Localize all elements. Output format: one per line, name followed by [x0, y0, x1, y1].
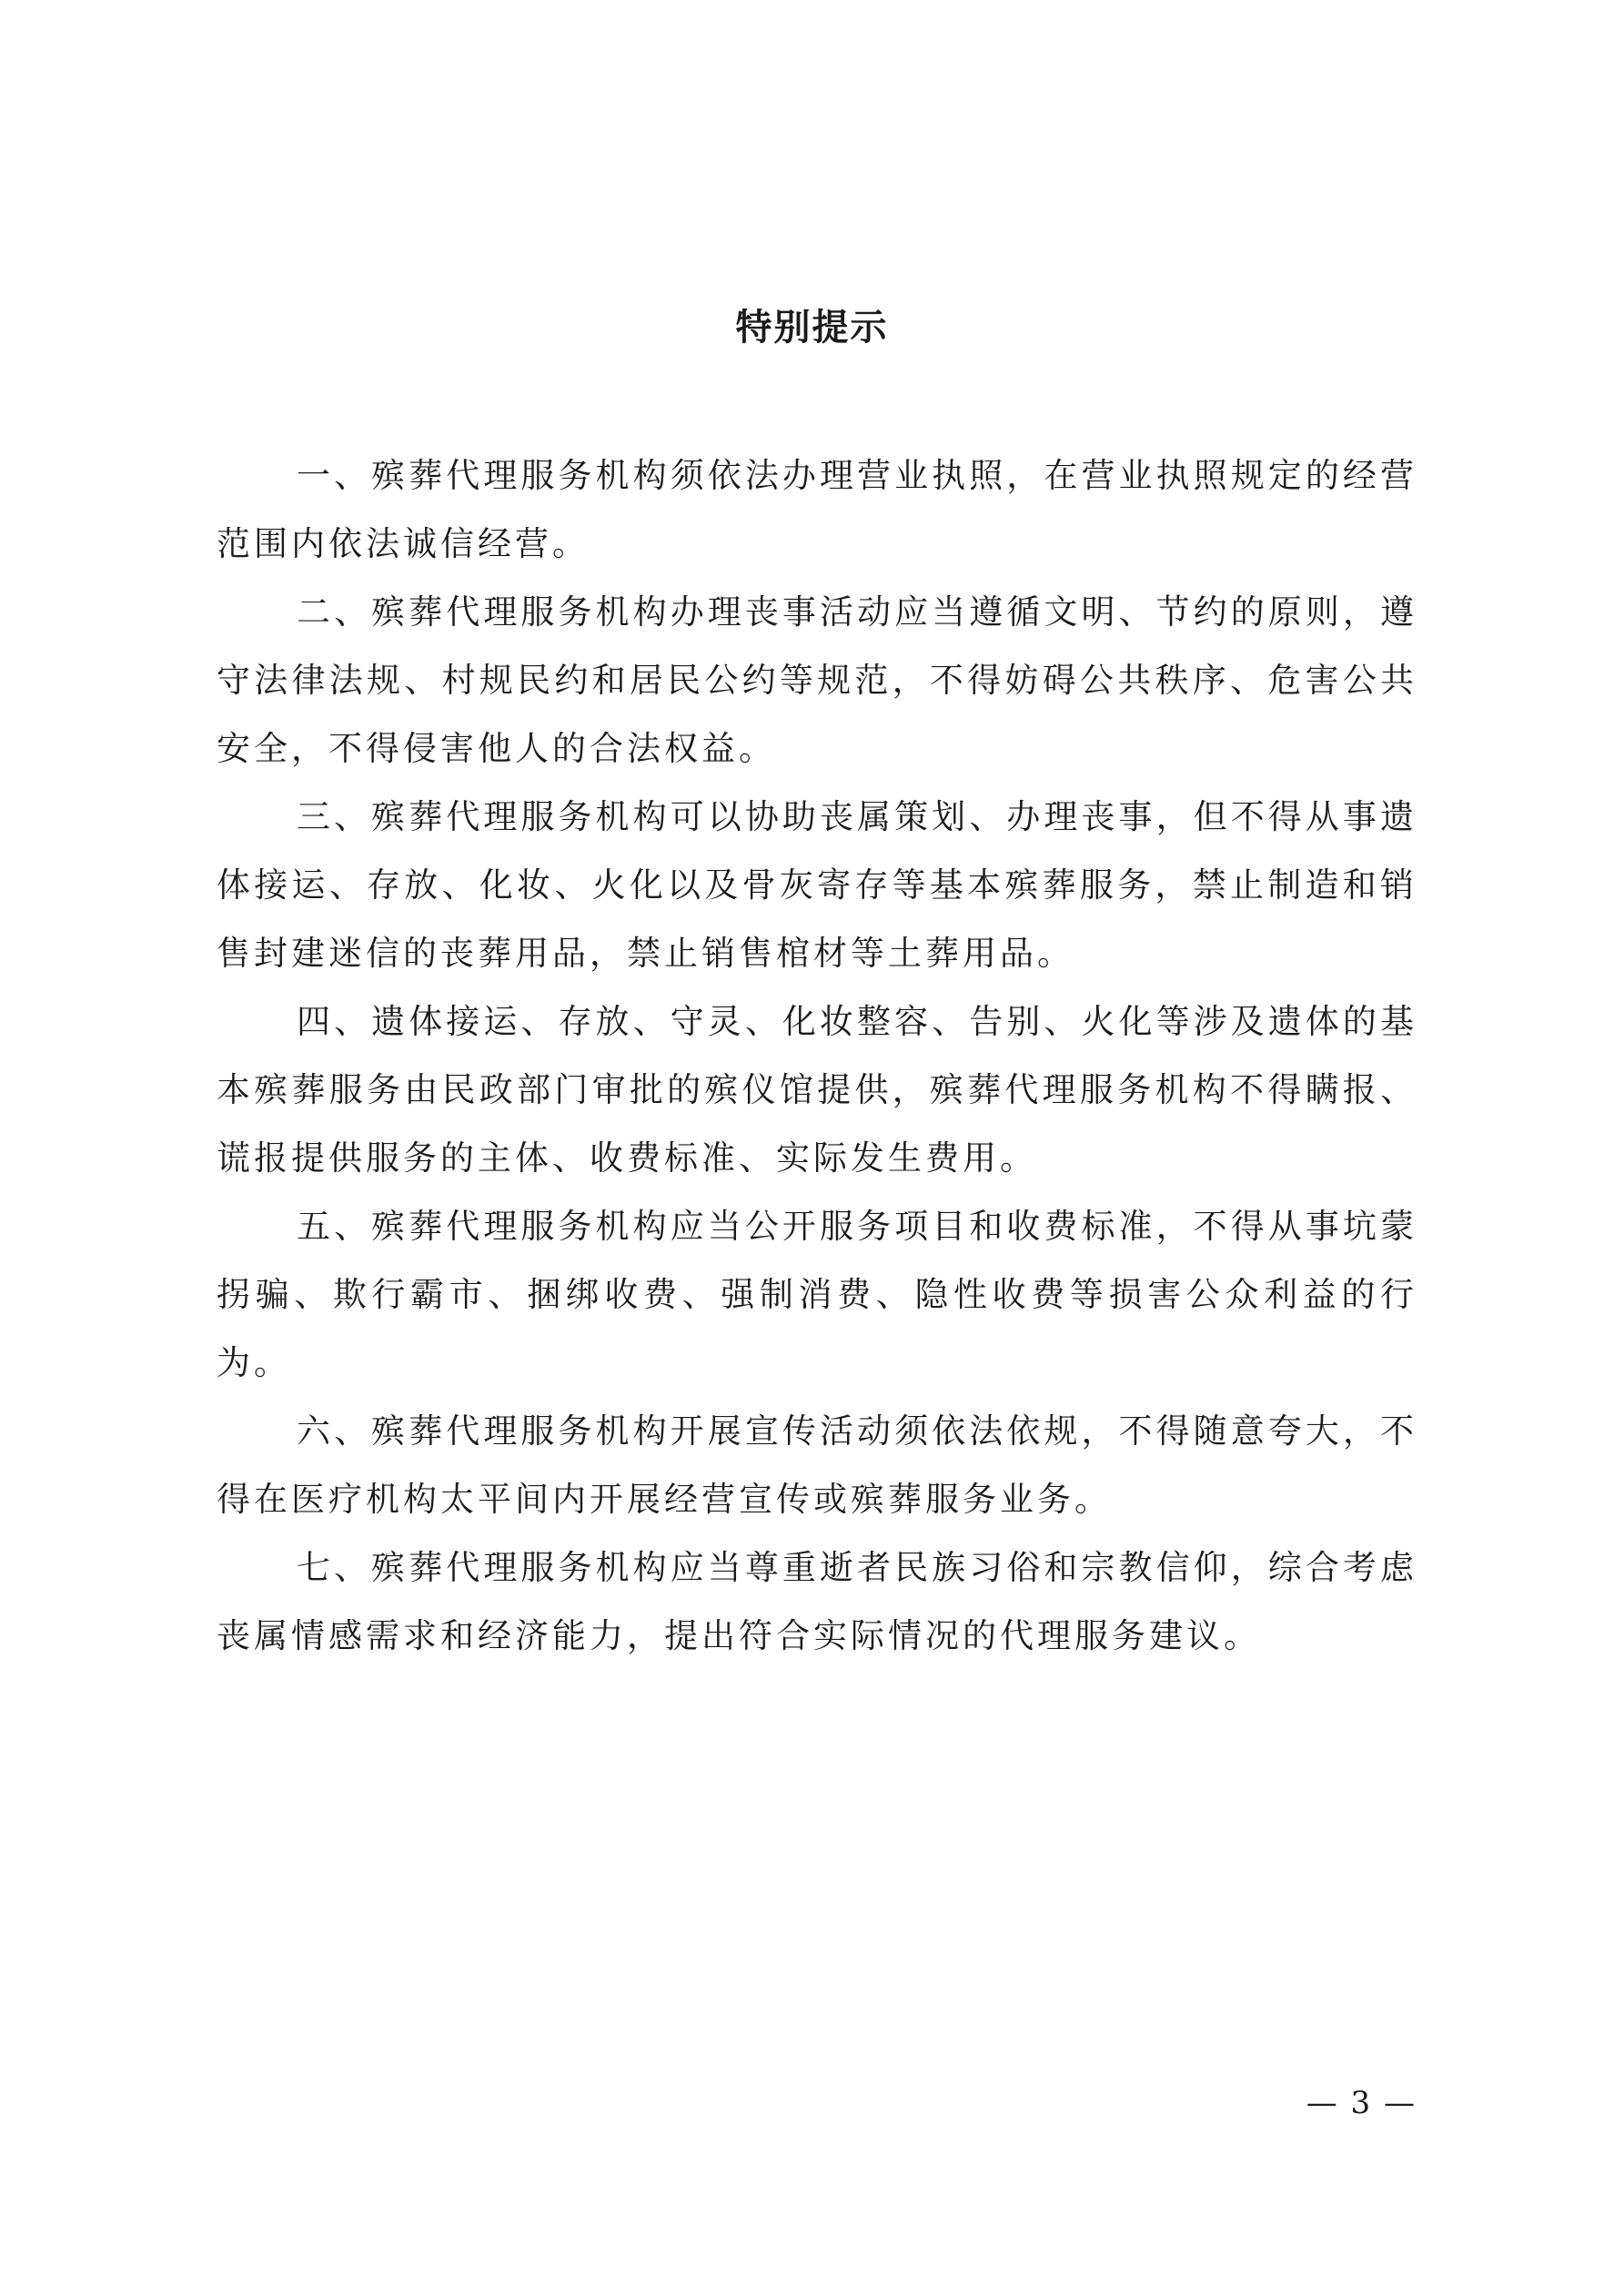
paragraph-6: 六、殡葬代理服务机构开展宣传活动须依法依规，不得随意夸大，不得在医疗机构太平间内开展经营宣传或殡葬服务业务。 [217, 1411, 1417, 1519]
paragraph-5: 五、殡葬代理服务机构应当公开服务项目和收费标准，不得从事坑蒙拐骗、欺行霸市、捆绑收费、强制消费、隐性收费等损害公众利益的行为。 [217, 1207, 1417, 1382]
page-number: — 3 — [1306, 2085, 1417, 2121]
paragraph-2: 二、殡葬代理服务机构办理丧事活动应当遵循文明、节约的原则，遵守法律法规、村规民约和居民公约等规范，不得妨碍公共秩序、危害公共安全，不得侵害他人的合法权益。 [217, 592, 1417, 768]
paragraph-1: 一、殡葬代理服务机构须依法办理营业执照，在营业执照规定的经营范围内依法诚信经营。 [217, 456, 1417, 563]
paragraph-7: 七、殡葬代理服务机构应当尊重逝者民族习俗和宗教信仰，综合考虑丧属情感需求和经济能力，提出符合实际情况的代理服务建议。 [217, 1548, 1417, 1655]
page-title: 特别提示 [735, 307, 889, 349]
paragraph-4: 四、遗体接运、存放、守灵、化妆整容、告别、火化等涉及遗体的基本殡葬服务由民政部门审批的殡仪馆提供，殡葬代理服务机构不得瞒报、谎报提供服务的主体、收费标准、实际发生费用。 [217, 1002, 1417, 1178]
document-body [217, 441, 1417, 1670]
paragraph-3: 三、殡葬代理服务机构可以协助丧属策划、办理丧事，但不得从事遗体接运、存放、化妆、火化以及骨灰寄存等基本殡葬服务，禁止制造和销售封建迷信的丧葬用品，禁止销售棺材等土葬用品。 [217, 797, 1417, 973]
